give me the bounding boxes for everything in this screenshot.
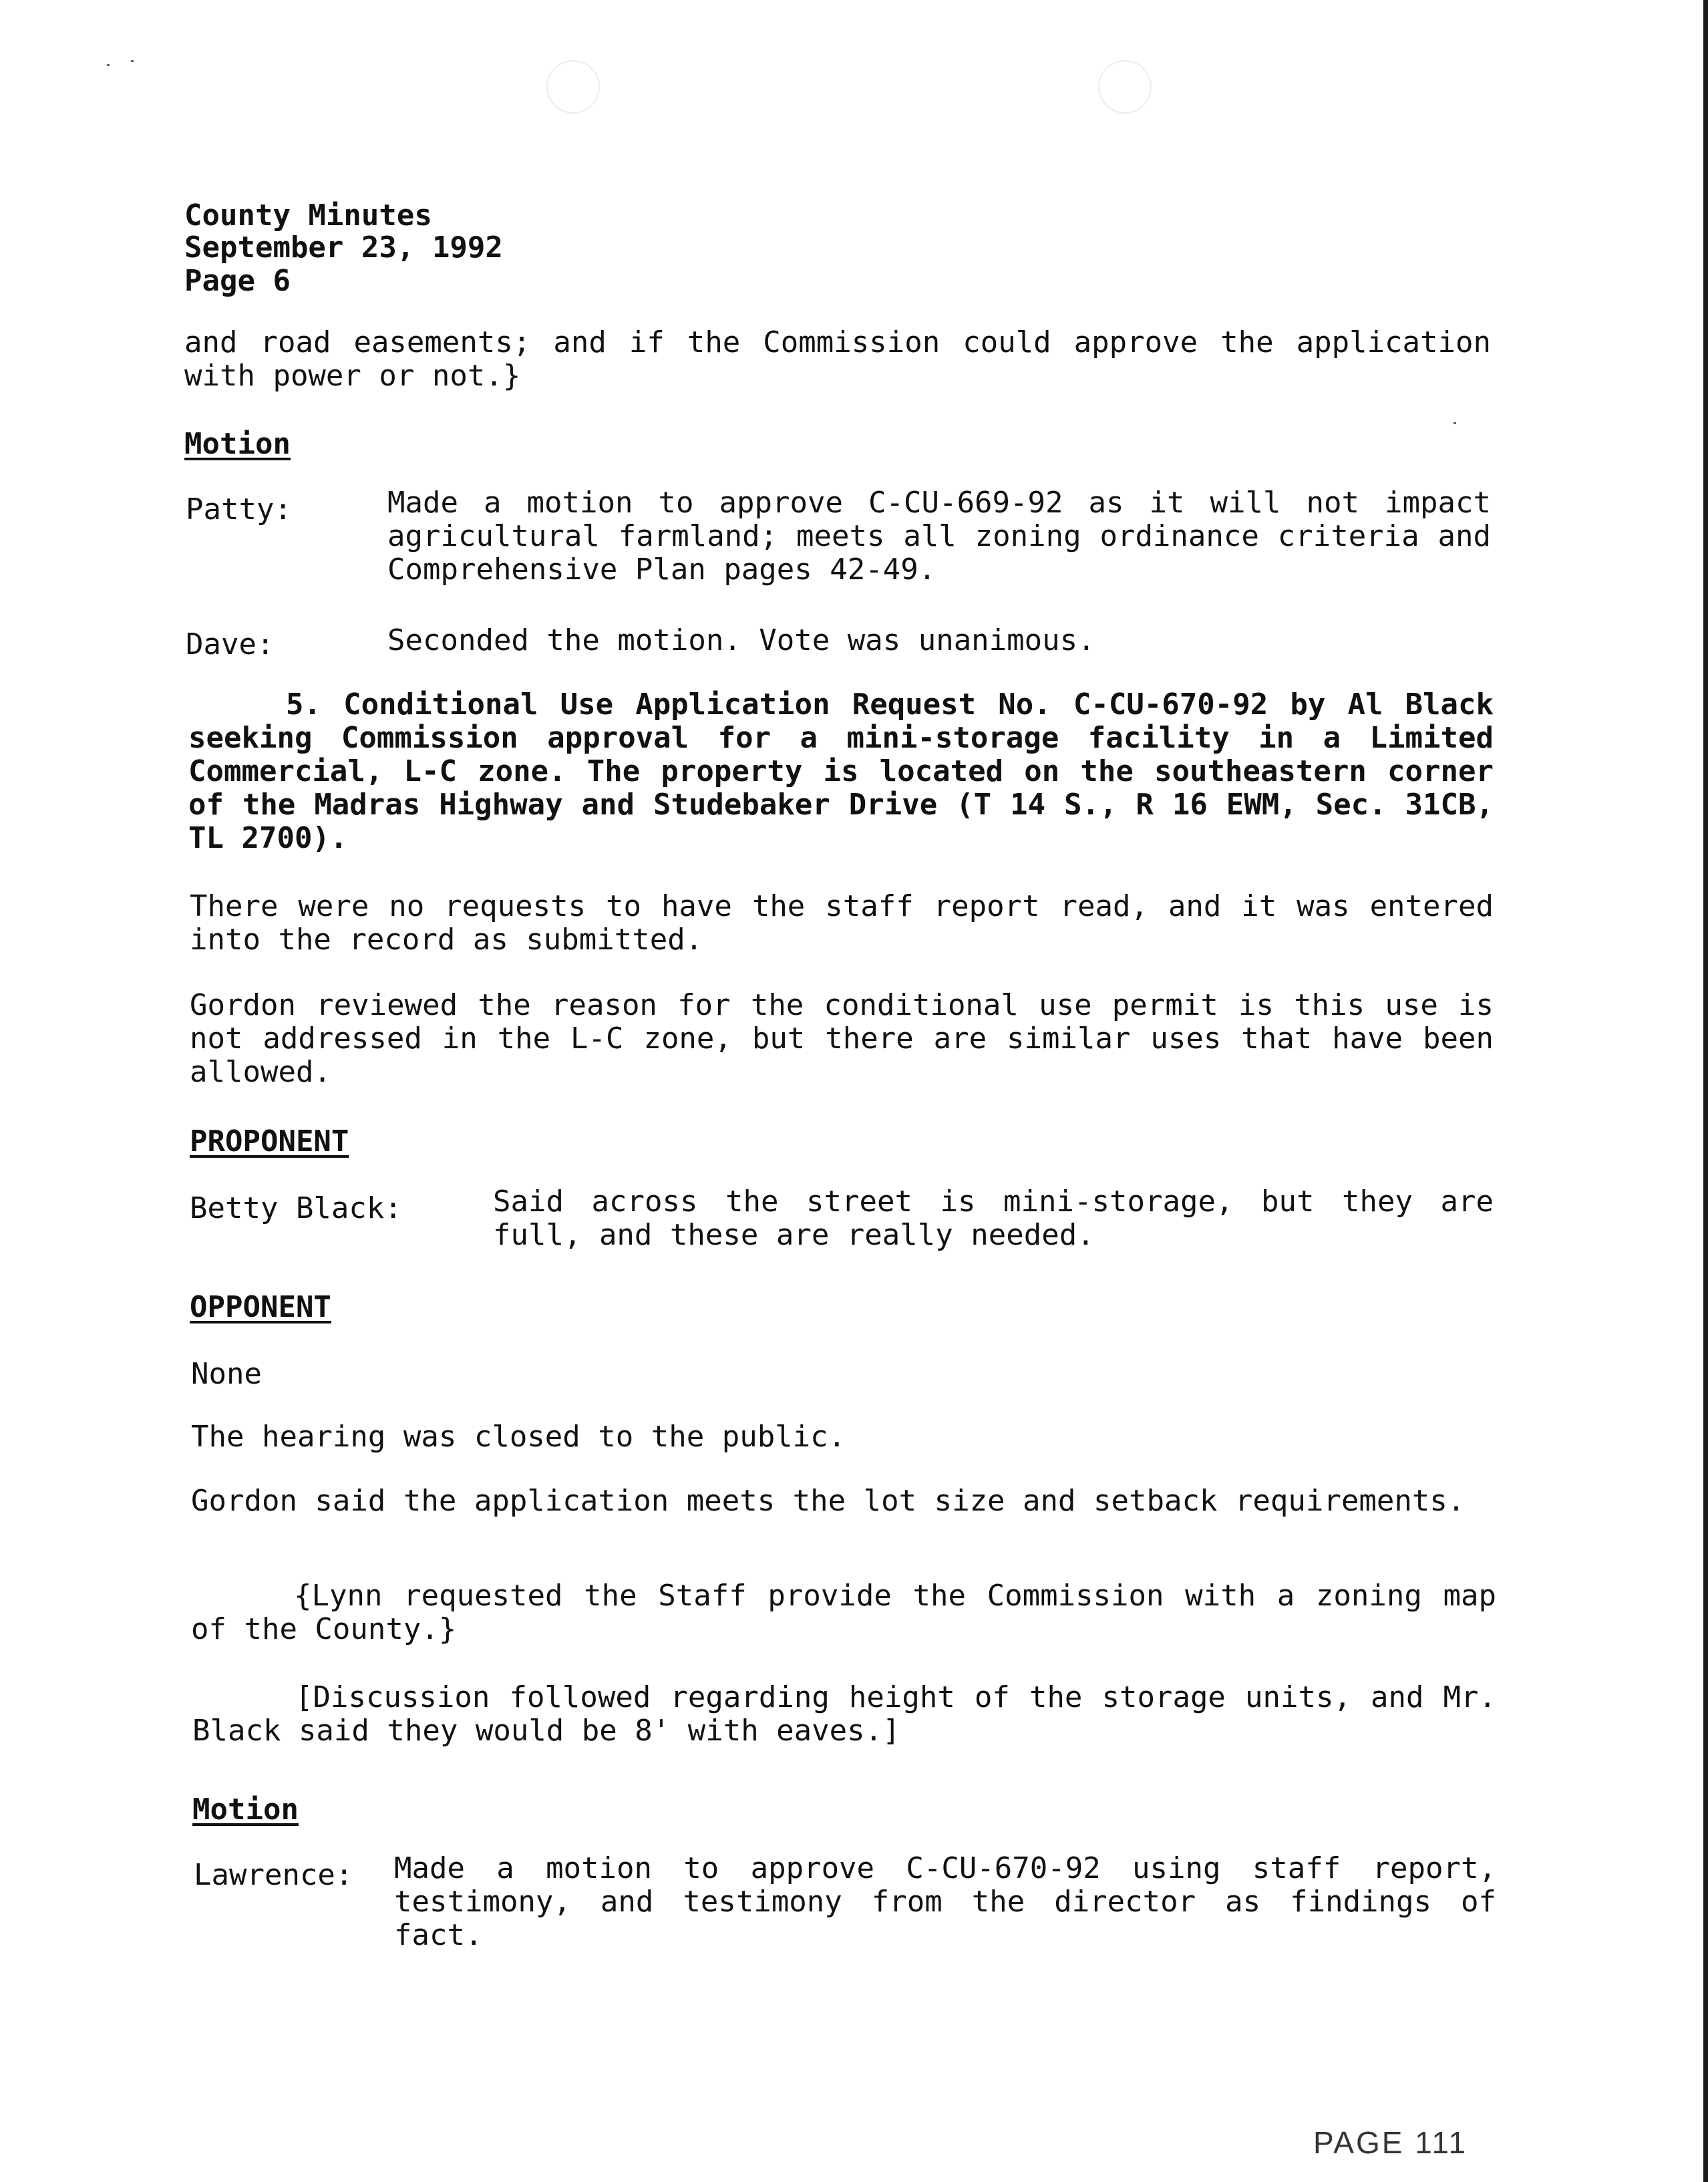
agenda-item-number: 5.	[286, 687, 321, 722]
opponent-heading: OPPONENT	[190, 1290, 331, 1324]
proponent-text: Said across the street is mini-storage, but they are full, and these are really needed.	[493, 1185, 1494, 1252]
lawrence-motion-text: Made a motion to approve C-CU-670-92 using staff report, testimony, and testimony from the director as findings of fact.	[394, 1851, 1496, 1952]
scan-speck	[107, 64, 110, 66]
patty-motion-text: Made a motion to approve C-CU-669-92 as it will not impact agricultural farmland; meets all zoning ordinance criteria and Comprehensive Plan pages 42-49.	[387, 486, 1491, 587]
speaker-betty-black: Betty Black:	[190, 1191, 402, 1225]
gordon-said-paragraph: Gordon said the application meets the lot size and setback requirements.	[191, 1484, 1466, 1518]
speaker-dave: Dave:	[186, 627, 275, 661]
page-number-stamp: PAGE 111	[1313, 2125, 1468, 2160]
proponent-heading: PROPONENT	[190, 1124, 349, 1158]
staff-report-paragraph: There were no requests to have the staff report read, and it was entered into the record as submitted.	[190, 889, 1494, 957]
motion-heading: Motion	[184, 427, 291, 461]
dave-second-text: Seconded the motion. Vote was unanimous.	[387, 623, 1095, 657]
discussion-paragraph: [Discussion followed regarding height of the storage units, and Mr. Black said they would be 8' with eaves.]	[192, 1680, 1496, 1748]
header-date: September 23, 1992	[184, 230, 503, 265]
speaker-lawrence: Lawrence:	[194, 1858, 353, 1892]
agenda-item-5	[188, 688, 1494, 855]
header-title: County Minutes	[184, 198, 432, 232]
gordon-review-paragraph: Gordon reviewed the reason for the conditional use permit is this use is not addressed in the L-C zone, but there are similar uses that have been allowed.	[190, 988, 1494, 1089]
opponent-none: None	[191, 1357, 262, 1391]
punch-hole-left	[546, 60, 600, 114]
lynn-request-paragraph: {Lynn requested the Staff provide the Commission with a zoning map of the County.}	[191, 1579, 1496, 1646]
motion-heading-2: Motion	[192, 1793, 299, 1827]
scan-speck	[131, 60, 134, 62]
punch-hole-right	[1098, 60, 1152, 114]
speaker-patty: Patty:	[186, 492, 292, 526]
scan-speck	[1454, 422, 1456, 424]
agenda-item-title: Conditional Use Application Request No. C-CU-670-92 by Al Black seeking Commission approval for a mini-storage facility in a Limited Commercial, L-C zone. The property is located on the southeastern corner of the Madras Highway and Studebaker Drive (T 14 S., R 16 EWM, Sec. 31CB, TL 2700).	[188, 687, 1494, 855]
hearing-closed-text: The hearing was closed to the public.	[191, 1420, 846, 1454]
header-page: Page 6	[184, 264, 291, 298]
continuation-paragraph: and road easements; and if the Commission could approve the application with power or not.}	[184, 325, 1491, 393]
